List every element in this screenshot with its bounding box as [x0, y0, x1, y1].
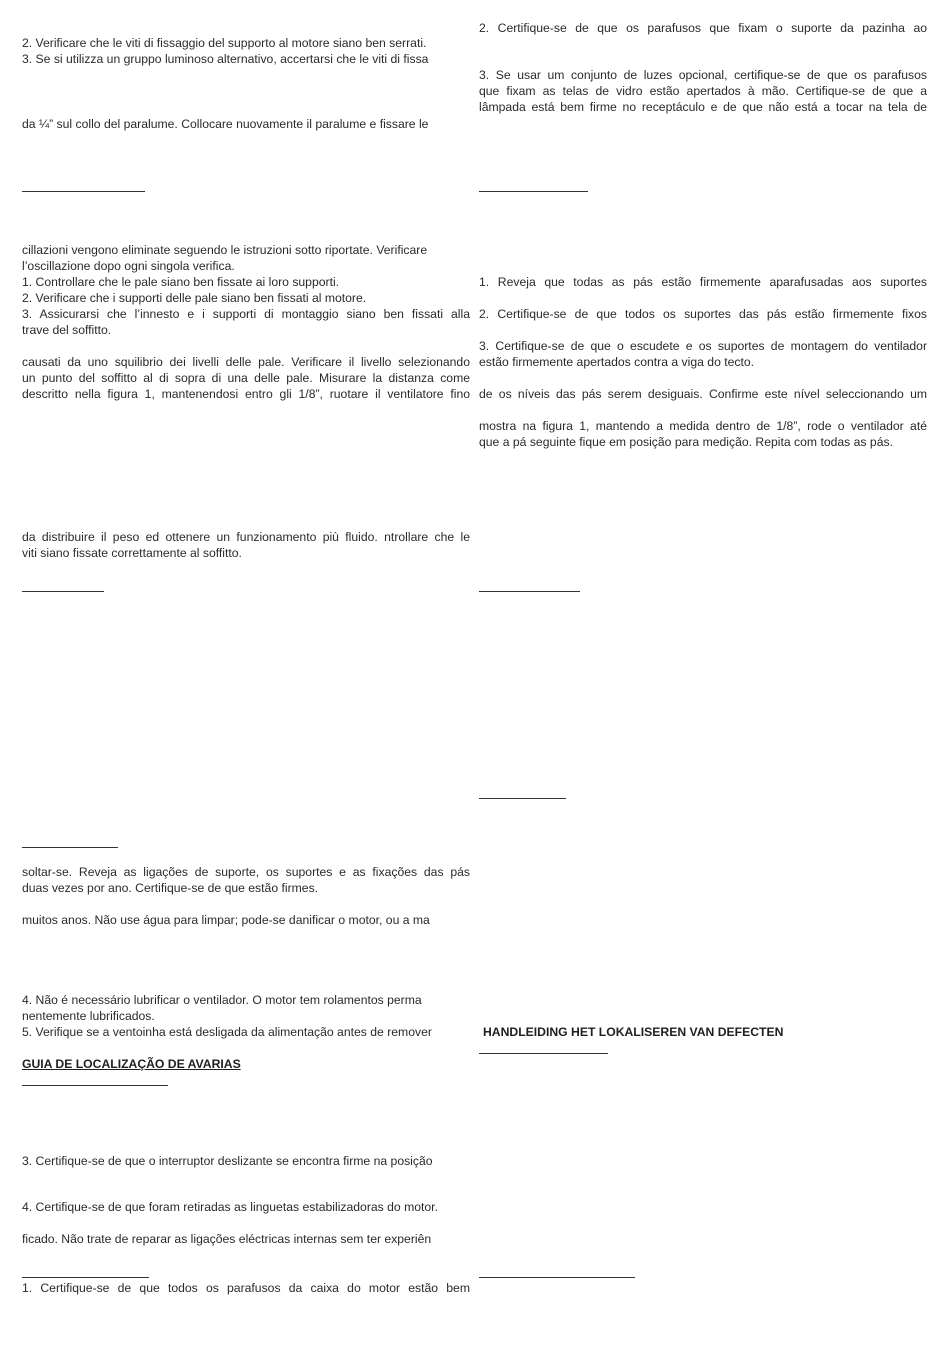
- left-divider-4: [22, 1085, 168, 1086]
- left-divider-3: [22, 847, 118, 848]
- right-text-2c: lâmpada está bem firme no receptáculo e de que não está a tocar na tela de: [479, 100, 927, 114]
- left-text-3: da ¼” sul collo del paralume. Collocare nuovamente il paralume e fissare le: [22, 117, 429, 131]
- left-divider-1: [22, 191, 145, 192]
- right-text-7a: mostra na figura 1, mantendo a medida dentro de 1/8”, rode o ventilador até: [479, 419, 927, 433]
- left-text-8a: 3. Assicurarsi che l’innesto e i supporti di montaggio siano ben fissati alla: [22, 307, 470, 321]
- left-text-17: ficado. Não trate de reparar as ligações eléctricas internas sem ter experiên: [22, 1232, 432, 1246]
- right-divider-5: [479, 1277, 635, 1278]
- left-text-15: 3. Certifique-se de que o interruptor deslizante se encontra firme na posição: [22, 1154, 433, 1168]
- left-text-13a: 4. Não é necessário lubrificar o ventilador. O motor tem rolamentos perma: [22, 993, 422, 1007]
- left-text-2: 3. Se si utilizza un gruppo luminoso alternativo, accertarsi che le viti di fissa: [22, 52, 429, 66]
- left-text-12: muitos anos. Não use água para limpar; pode-se danificar o motor, ou a ma: [22, 913, 430, 927]
- right-text-4: 2. Certifique-se de que todos os suportes das pás estão firmemente fixos: [479, 307, 927, 321]
- left-text-13b: nentemente lubrificados.: [22, 1009, 155, 1023]
- right-text-1: 2. Certifique-se de que os parafusos que fixam o suporte da pazinha ao: [479, 21, 927, 35]
- troubleshooting-heading-nl: HANDLEIDING HET LOKALISEREN VAN DEFECTEN: [483, 1025, 784, 1039]
- left-text-9b: un punto del soffitto al di sopra di una delle pale. Misurare la distanza come: [22, 371, 470, 385]
- troubleshooting-heading-pt: GUIA DE LOCALIZAÇÃO DE AVARIAS: [22, 1057, 241, 1071]
- right-divider-2: [479, 591, 580, 592]
- left-text-10b: viti siano fissate correttamente al soffitto.: [22, 546, 242, 560]
- right-divider-4: [479, 1053, 608, 1054]
- right-text-3: 1. Reveja que todas as pás estão firmemente aparafusadas aos suportes: [479, 275, 927, 289]
- right-text-7b: que a pá seguinte fique em posição para medição. Repita com todas as pás.: [479, 435, 893, 449]
- left-text-11b: duas vezes por ano. Certifique-se de que estão firmes.: [22, 881, 319, 895]
- left-text-16: 4. Certifique-se de que foram retiradas as linguetas estabilizadoras do motor.: [22, 1200, 438, 1214]
- left-divider-5: [22, 1277, 149, 1278]
- right-text-5b: estão firmemente apertados contra a viga do tecto.: [479, 355, 755, 369]
- left-text-10a: da distribuire il peso ed ottenere un funzionamento più fluido. ntrollare che le: [22, 530, 470, 544]
- right-text-6: de os níveis das pás serem desiguais. Confirme este nível seleccionando um: [479, 387, 927, 401]
- left-text-6: 1. Controllare che le pale siano ben fissate ai loro supporti.: [22, 275, 340, 289]
- right-text-5a: 3. Certifique-se de que o escudete e os suportes de montagem do ventilador: [479, 339, 927, 353]
- left-text-4: cillazioni vengono eliminate seguendo le istruzioni sotto riportate. Verificare: [22, 243, 428, 257]
- left-text-9a: causati da uno squilibrio dei livelli delle pale. Verificare il livello selezionando: [22, 355, 470, 369]
- left-text-18: 1. Certifique-se de que todos os parafusos da caixa do motor estão bem: [22, 1281, 470, 1295]
- left-text-1: 2. Verificare che le viti di fissaggio del supporto al motore siano ben serrati.: [22, 36, 427, 50]
- left-text-5: l’oscillazione dopo ogni singola verifica.: [22, 259, 235, 273]
- right-text-2b: que fixam as telas de vidro estão apertados à mão. Certifique-se de que a: [479, 84, 927, 98]
- left-text-8b: trave del soffitto.: [22, 323, 112, 337]
- left-text-14: 5. Verifique se a ventoinha está desligada da alimentação antes de remover: [22, 1025, 432, 1039]
- right-divider-3: [479, 798, 566, 799]
- right-text-2a: 3. Se usar um conjunto de luzes opcional, certifique-se de que os parafusos: [479, 68, 927, 82]
- left-text-9c: descritto nella figura 1, mantenendosi entro gli 1/8”, ruotare il ventilatore fino: [22, 387, 470, 401]
- left-text-11a: soltar-se. Reveja as ligações de suporte, os suportes e as fixações das pás: [22, 865, 470, 879]
- left-divider-2: [22, 591, 104, 592]
- left-text-7: 2. Verificare che i supporti delle pale siano ben fissati al motore.: [22, 291, 367, 305]
- right-divider-1: [479, 191, 588, 192]
